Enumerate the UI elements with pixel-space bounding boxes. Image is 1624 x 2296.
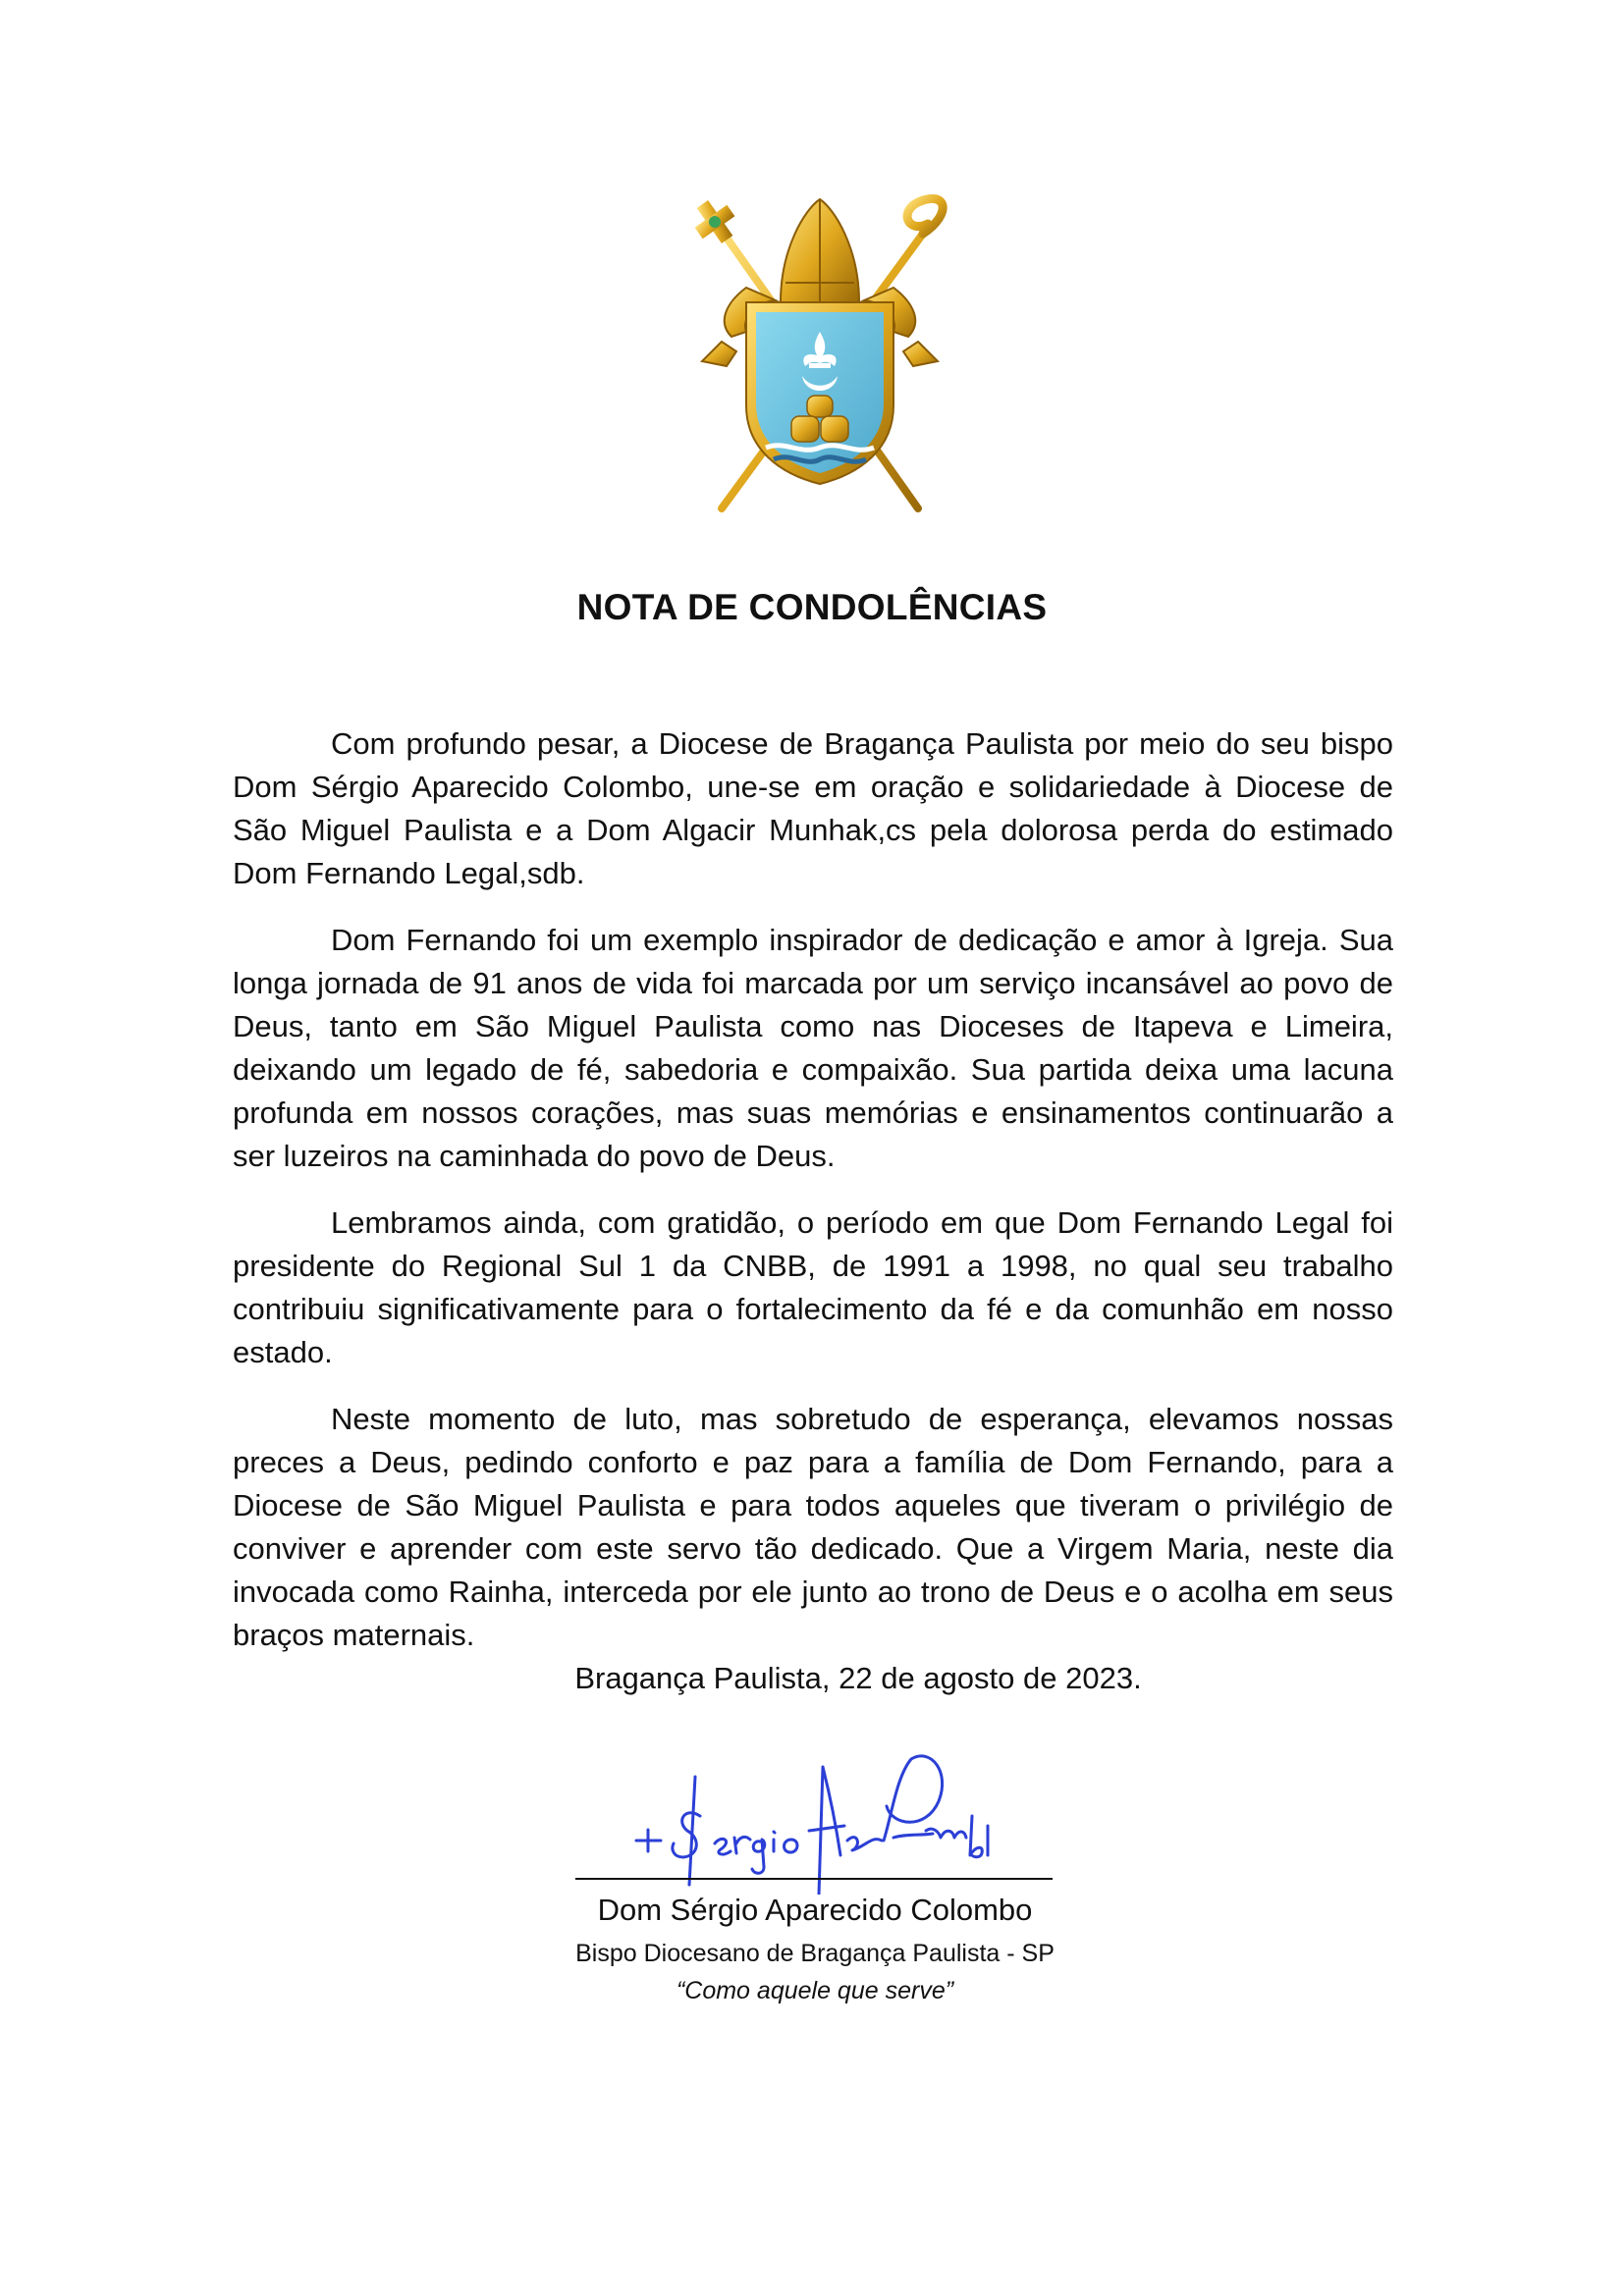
paragraph-3: Lembramos ainda, com gratidão, o período em que Dom Fernando Legal foi presidente do Regional Sul 1 da CNBB, de 1991 a 1998, no qual seu trabalho contribuiu significativamente para o fortalecimento da fé e da comunhão em nosso estado. — [233, 1205, 1393, 1369]
handwritten-signature — [626, 1747, 1000, 1895]
episcopal-coat-of-arms-icon — [687, 194, 952, 518]
paragraph-2: Dom Fernando foi um exemplo inspirador de dedicação e amor à Igreja. Sua longa jornada de 91 anos de vida foi marcada por um serviço incansável ao povo de Deus, tanto em São Miguel Paulista como nas Dioceses de Itapeva e Limeira, deixando um legado de fé, sabedoria e compaixão. Sua partida deixa uma lacuna profunda em nossos corações, mas suas memórias e ensinamentos continuarão a ser luzeiros na caminhada do povo de Deus. — [233, 923, 1393, 1173]
date-line: Bragança Paulista, 22 de agosto de 2023. — [574, 1661, 1142, 1695]
signer-role: Bispo Diocesano de Bragança Paulista - SP — [575, 1940, 1055, 1967]
motto: “Como aquele que serve” — [676, 1977, 954, 2004]
document-body — [233, 722, 1393, 1681]
signature-line — [575, 1878, 1053, 1880]
document-title: NOTA DE CONDOLÊNCIAS — [576, 587, 1048, 627]
signer-name: Dom Sérgio Aparecido Colombo — [597, 1893, 1033, 1927]
paragraph-1: Com profundo pesar, a Diocese de Bragança Paulista por meio do seu bispo Dom Sérgio Aparecido Colombo, une-se em oração e solidariedade à Diocese de São Miguel Paulista e a Dom Algacir Munhak,cs pela dolorosa perda do estimado Dom Fernando Legal,sdb. — [233, 726, 1393, 890]
paragraph-4: Neste momento de luto, mas sobretudo de esperança, elevamos nossas preces a Deus, pedindo conforto e paz para a família de Dom Fernando, para a Diocese de São Miguel Paulista e para todos aqueles que tiveram o privilégio de conviver e aprender com este servo tão dedicado. Que a Virgem Maria, neste dia invocada como Rainha, interceda por ele junto ao trono de Deus e o acolha em seus braços maternais. — [233, 1402, 1393, 1652]
